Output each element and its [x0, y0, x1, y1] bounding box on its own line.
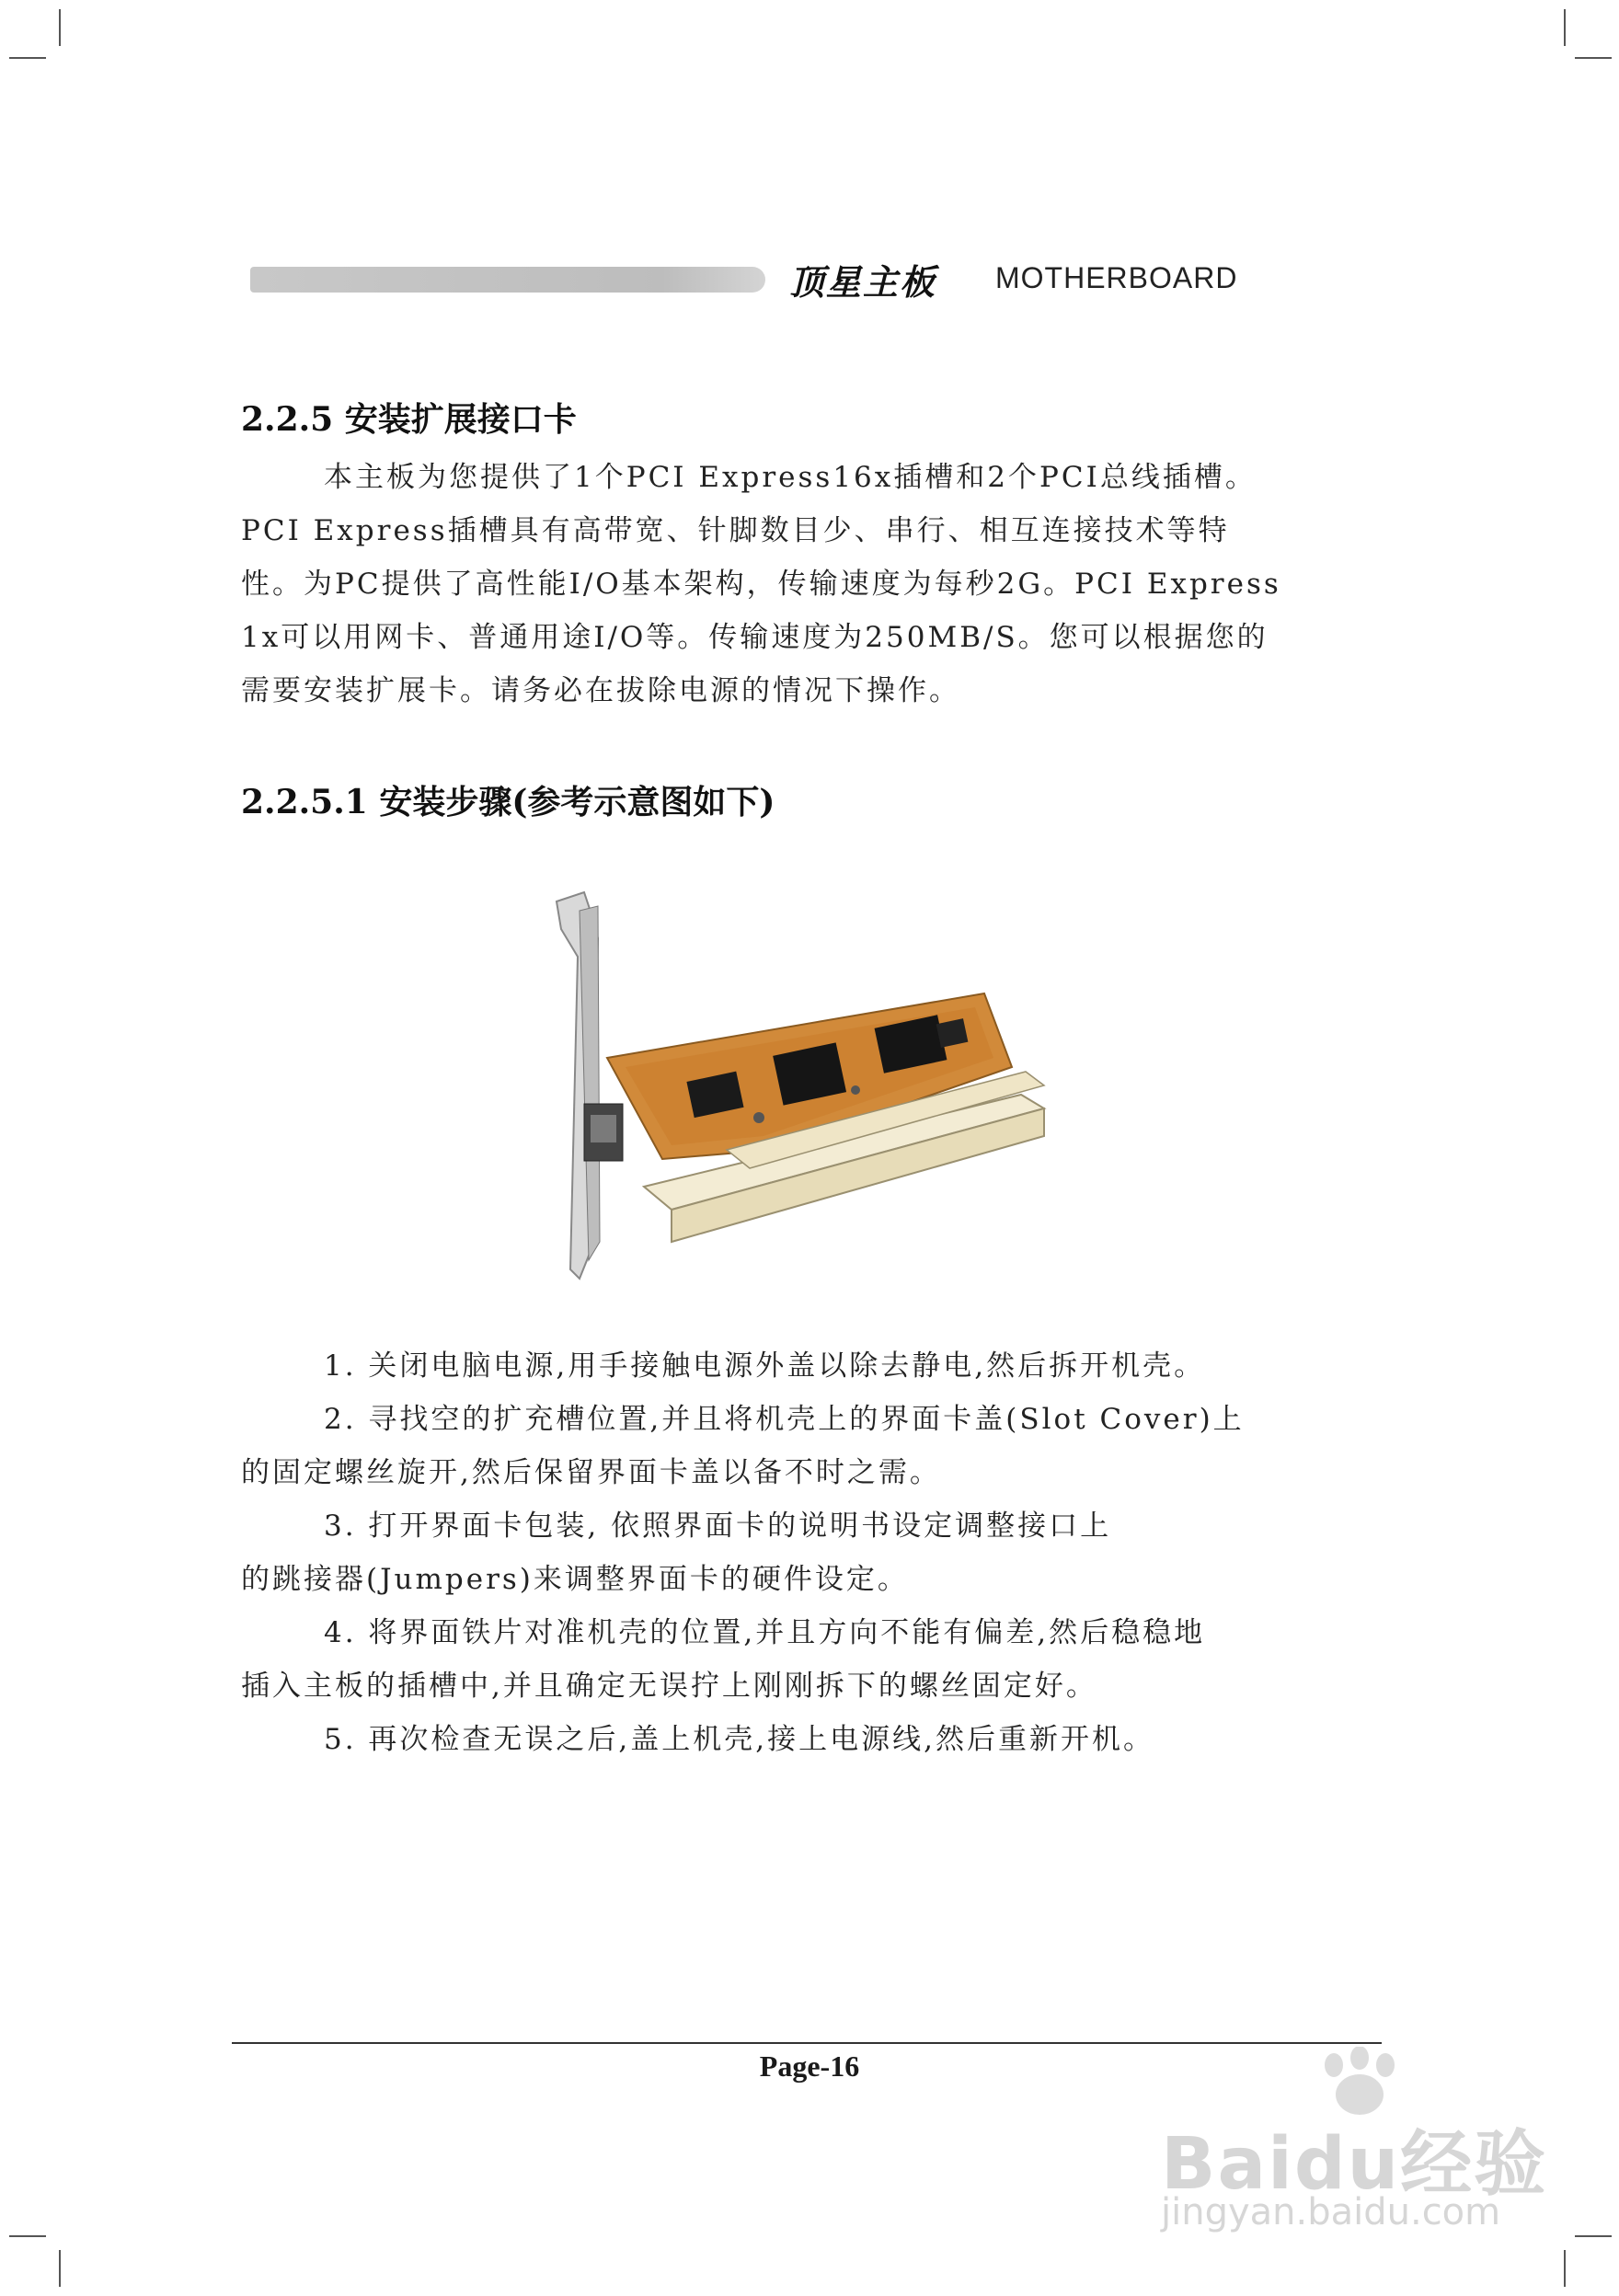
body-line: 需要安装扩展卡。请务必在拔除电源的情况下操作。 — [241, 674, 960, 707]
brand-logo-cn: 顶星主板 — [789, 262, 937, 303]
step-line: 5. 再次检查无误之后,盖上机壳,接上电源线,然后重新开机。 — [324, 1723, 1154, 1756]
step-line: 3. 打开界面卡包装, 依照界面卡的说明书设定调整接口上 — [324, 1510, 1112, 1543]
footer-rule — [232, 2042, 1382, 2044]
subsection-title: 2.2.5.1 安装步骤(参考示意图如下) — [241, 783, 775, 821]
brand-name: MOTHERBOARD — [995, 261, 1238, 294]
body-line: PCI Express插槽具有高带宽、针脚数目少、串行、相互连接技术等特 — [241, 514, 1230, 547]
crop-mark — [1564, 9, 1566, 46]
steps-list — [241, 1339, 1382, 1766]
section-body — [241, 451, 1382, 718]
crop-mark — [9, 57, 46, 59]
watermark-brand: Baidu经验 — [1161, 2123, 1548, 2206]
step-line: 1. 关闭电脑电源,用手接触电源外盖以除去静电,然后拆开机壳。 — [324, 1349, 1206, 1383]
crop-mark — [59, 9, 61, 46]
step-line: 的跳接器(Jumpers)来调整界面卡的硬件设定。 — [241, 1563, 909, 1596]
crop-mark — [59, 2250, 61, 2287]
body-line: 性。为PC提供了高性能I/O基本架构，传输速度为每秒2G。PCI Express — [241, 568, 1281, 601]
section-title: 2.2.5 安装扩展接口卡 — [241, 400, 577, 439]
body-line: 本主板为您提供了1个PCI Express16x插槽和2个PCI总线插槽。 — [324, 461, 1257, 494]
page-number: Page-16 — [759, 2049, 860, 2083]
header-bar — [250, 267, 765, 293]
step-line: 2. 寻找空的扩充槽位置,并且将机壳上的界面卡盖(Slot Cover)上 — [324, 1403, 1245, 1436]
crop-mark — [1575, 57, 1612, 59]
step-line: 插入主板的插槽中,并且确定无误拧上刚刚拆下的螺丝固定好。 — [241, 1670, 1097, 1703]
crop-mark — [9, 2235, 46, 2237]
watermark-url: jingyan.baidu.com — [1161, 2191, 1501, 2233]
step-line: 4. 将界面铁片对准机壳的位置,并且方向不能有偏差,然后稳稳地 — [324, 1616, 1206, 1649]
crop-mark — [1575, 2235, 1612, 2237]
body-line: 1x可以用网卡、普通用途I/O等。传输速度为250MB/S。您可以根据您的 — [241, 621, 1269, 654]
pci-expansion-card-image — [543, 883, 1058, 1288]
step-line: 的固定螺丝旋开,然后保留界面卡盖以备不时之需。 — [241, 1456, 941, 1489]
crop-mark — [1564, 2250, 1566, 2287]
